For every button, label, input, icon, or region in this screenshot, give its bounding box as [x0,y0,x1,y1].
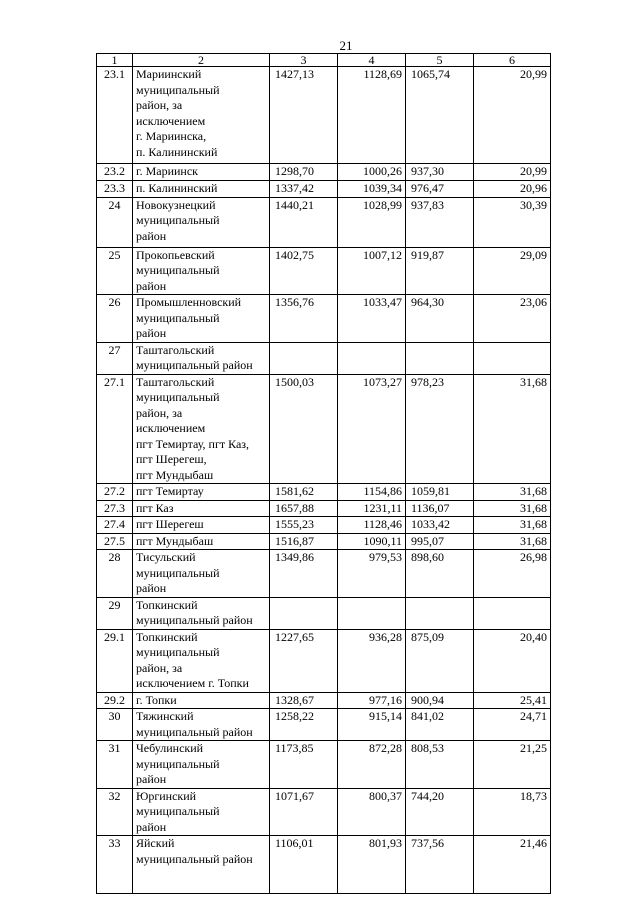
row-value-col-3-text: 1427,13 [275,67,314,81]
table-header-row [97,54,551,67]
row-value-col-5-text: 964,30 [411,295,444,309]
row-territory-name-text: п. Калининский [136,181,218,195]
row-value-col-3 [270,500,338,517]
row-value-col-3-text: 1173,85 [275,741,314,755]
row-number-text: 23.1 [104,67,125,81]
row-value-col-3-text: 1500,03 [275,374,314,389]
row-value-col-5-text: 808,53 [411,741,444,755]
row-value-col-3-text: 1328,67 [275,692,314,707]
row-value-col-6-text: 24,71 [520,709,547,723]
row-value-col-5 [406,533,474,550]
header-col-4: 4 [338,54,406,67]
row-territory-name [133,788,270,836]
row-value-col-5 [406,629,474,692]
row-value-col-3 [270,692,338,709]
table-row [97,517,551,534]
row-value-col-4 [338,692,406,709]
row-value-col-3-text: 1440,21 [275,197,314,212]
row-value-col-3 [270,533,338,550]
row-territory-name-text: пгт Шерегеш [136,517,204,531]
row-value-col-3 [270,374,338,484]
row-number [97,788,133,836]
row-value-col-3-text: 1227,65 [275,629,314,644]
row-value-col-5 [406,247,474,295]
row-value-col-4 [338,709,406,741]
row-value-col-4 [338,181,406,198]
row-value-col-4 [338,164,406,181]
row-value-col-4 [338,517,406,534]
row-territory-name-text: г. Мариинск [136,164,198,178]
row-number [97,692,133,709]
row-value-col-4-text: 872,28 [369,741,402,755]
row-value-col-5 [406,374,474,484]
header-col-1: 1 [97,54,133,67]
row-number [97,247,133,295]
row-value-col-5 [406,197,474,247]
row-value-col-6 [474,484,551,501]
row-value-col-4-text: 1128,46 [363,517,402,531]
row-number [97,597,133,629]
row-value-col-4-text: 936,28 [369,629,402,644]
row-value-col-3-text: 1258,22 [275,709,314,723]
row-value-col-5-text: 1065,74 [411,67,450,81]
row-value-col-6 [474,550,551,598]
row-value-col-6-text: 20,96 [520,181,547,195]
row-value-col-3 [270,67,338,164]
table-row [97,709,551,741]
table-row [97,741,551,789]
row-number-text: 23.3 [104,181,125,195]
row-territory-name [133,836,270,894]
row-value-col-3-text: 1516,87 [275,533,314,548]
row-number-text: 29.2 [104,692,125,707]
row-value-col-5-text: 737,56 [411,836,444,850]
row-value-col-5 [406,709,474,741]
row-value-col-4-text: 977,16 [369,692,402,707]
row-territory-name [133,500,270,517]
row-value-col-6 [474,692,551,709]
row-value-col-3 [270,197,338,247]
row-value-col-3-text: 1402,75 [275,247,314,262]
row-number [97,500,133,517]
row-territory-name-text: Тяжинский муниципальный район [136,709,253,739]
table-row [97,374,551,484]
row-territory-name-text: Топкинский муниципальный район, за исключением г. Топки [136,629,249,690]
page-number: 21 [339,38,353,53]
row-value-col-4 [338,550,406,598]
row-number [97,374,133,484]
row-value-col-4 [338,629,406,692]
row-value-col-5-text: 875,09 [411,629,444,644]
table-row [97,181,551,198]
table-row [97,550,551,598]
row-value-col-6-text: 30,39 [520,197,547,212]
row-value-col-6 [474,197,551,247]
row-value-col-4 [338,67,406,164]
row-value-col-5 [406,342,474,374]
table-row [97,500,551,517]
row-territory-name [133,533,270,550]
row-value-col-6 [474,181,551,198]
row-territory-name [133,295,270,343]
row-number [97,836,133,894]
row-value-col-3-text: 1657,88 [275,500,314,515]
row-value-col-3-text: 1581,62 [275,484,314,498]
row-value-col-4-text: 1231,11 [363,500,402,515]
row-number-text: 31 [108,741,121,755]
row-value-col-5 [406,181,474,198]
row-number-text: 33 [108,836,121,850]
row-number [97,484,133,501]
row-number-text: 24 [108,197,121,212]
row-value-col-5-text: 978,23 [411,374,444,389]
row-number [97,197,133,247]
row-value-col-6-text: 21,46 [520,836,547,850]
row-value-col-4 [338,295,406,343]
row-territory-name [133,374,270,484]
row-value-col-6 [474,517,551,534]
row-value-col-5 [406,692,474,709]
row-territory-name-text: Промышленновский муниципальный район [136,295,242,340]
row-value-col-5 [406,164,474,181]
row-territory-name-text: пгт Каз [136,500,174,515]
row-value-col-3-text: 1106,01 [275,836,314,850]
table-body [97,54,551,894]
row-value-col-6-text: 20,99 [520,164,547,178]
row-territory-name-text: Тисульский муниципальный район [136,550,220,595]
header-col-6: 6 [474,54,551,67]
row-value-col-3 [270,629,338,692]
row-territory-name [133,67,270,164]
row-value-col-6 [474,342,551,374]
row-number-text: 26 [108,295,121,309]
row-number-text: 29.1 [104,629,125,644]
row-territory-name [133,181,270,198]
row-territory-name-text: пгт Мундыбаш [136,533,214,548]
row-value-col-5-text: 976,47 [411,181,444,195]
row-territory-name [133,597,270,629]
row-value-col-6-text: 31,68 [520,484,547,498]
row-number-text: 25 [108,247,121,262]
row-value-col-4-text: 1039,34 [363,181,402,195]
row-value-col-6 [474,533,551,550]
row-value-col-6-text: 21,25 [520,741,547,755]
row-value-col-4 [338,500,406,517]
row-number [97,295,133,343]
row-value-col-3-text: 1349,86 [275,550,314,564]
row-number-text: 32 [108,788,121,803]
row-value-col-5-text: 1033,42 [411,517,450,531]
row-value-col-6-text: 23,06 [520,295,547,309]
row-value-col-6 [474,164,551,181]
row-number [97,741,133,789]
row-territory-name-text: Таштагольский муниципальный район [136,342,253,372]
row-number-text: 27.5 [104,533,125,548]
row-number-text: 28 [108,550,121,564]
table-row [97,295,551,343]
row-number-text: 27.3 [104,500,125,515]
table-row [97,533,551,550]
row-value-col-5-text: 937,30 [411,164,444,178]
row-number [97,342,133,374]
row-value-col-5-text: 900,94 [411,692,444,707]
row-value-col-5 [406,484,474,501]
row-territory-name [133,550,270,598]
row-value-col-4 [338,247,406,295]
tariff-table [96,53,551,894]
row-value-col-4 [338,342,406,374]
row-value-col-4-text: 1073,27 [363,374,402,389]
row-value-col-3 [270,517,338,534]
row-value-col-3 [270,709,338,741]
row-value-col-6-text: 18,73 [520,788,547,803]
row-territory-name [133,484,270,501]
row-value-col-4-text: 1007,12 [363,247,402,262]
row-value-col-3 [270,247,338,295]
row-value-col-6-text: 31,68 [520,374,547,389]
row-value-col-6-text: 29,09 [520,247,547,262]
row-value-col-6 [474,709,551,741]
row-value-col-4-text: 800,37 [369,788,402,803]
row-territory-name-text: Новокузнецкий муниципальный район [136,197,220,243]
row-number [97,550,133,598]
table-row [97,629,551,692]
row-value-col-6 [474,374,551,484]
row-value-col-3 [270,597,338,629]
row-value-col-5 [406,836,474,894]
row-value-col-3 [270,788,338,836]
row-value-col-5 [406,500,474,517]
row-number-text: 27.2 [104,484,125,498]
table-row [97,597,551,629]
row-value-col-3 [270,836,338,894]
header-col-2: 2 [133,54,270,67]
header-col-3: 3 [270,54,338,67]
row-value-col-3 [270,295,338,343]
row-value-col-5-text: 919,87 [411,247,444,262]
row-value-col-6-text: 26,98 [520,550,547,564]
row-value-col-3-text: 1071,67 [275,788,314,803]
table-row [97,692,551,709]
row-value-col-5-text: 1059,81 [411,484,450,498]
row-value-col-6-text: 31,68 [520,517,547,531]
row-value-col-4-text: 1154,86 [363,484,402,498]
row-value-col-5 [406,597,474,629]
row-value-col-5-text: 744,20 [411,788,444,803]
row-value-col-5 [406,788,474,836]
row-number [97,709,133,741]
row-number-text: 29 [108,597,121,612]
row-territory-name [133,741,270,789]
row-territory-name-text: пгт Темиртау [136,484,204,498]
row-value-col-4-text: 1000,26 [363,164,402,178]
row-value-col-3 [270,484,338,501]
row-number [97,181,133,198]
row-value-col-3 [270,164,338,181]
row-value-col-5-text: 995,07 [411,533,444,548]
row-number [97,629,133,692]
row-number-text: 27.1 [104,374,125,389]
row-value-col-4-text: 1090,11 [363,533,402,548]
row-value-col-5 [406,67,474,164]
row-value-col-5-text: 937,83 [411,197,444,212]
row-value-col-3-text: 1337,42 [275,181,314,195]
row-value-col-4-text: 1128,69 [363,67,402,81]
table-row [97,197,551,247]
row-value-col-5 [406,550,474,598]
row-territory-name [133,709,270,741]
row-value-col-4-text: 801,93 [369,836,402,850]
row-number [97,533,133,550]
row-value-col-5 [406,295,474,343]
row-value-col-6 [474,500,551,517]
row-territory-name-text: Таштагольский муниципальный район, за исключением пгт Темиртау, пгт Каз, пгт Шерегеш, пгт Мундыбаш [136,374,250,482]
row-number-text: 30 [108,709,121,723]
row-number-text: 23.2 [104,164,125,178]
row-value-col-5-text: 841,02 [411,709,444,723]
table-row [97,836,551,894]
row-value-col-4 [338,374,406,484]
row-value-col-4 [338,484,406,501]
row-value-col-6 [474,629,551,692]
row-territory-name-text: Мариинский муниципальный район, за исключением г. Мариинска, п. Калининский [136,67,220,159]
row-value-col-6-text: 25,41 [520,692,547,707]
row-value-col-4-text: 1028,99 [363,197,402,212]
table-row [97,342,551,374]
row-value-col-4 [338,533,406,550]
row-territory-name-text: Топкинский муниципальный район [136,597,253,627]
row-number [97,67,133,164]
row-value-col-4 [338,741,406,789]
table-row [97,247,551,295]
row-territory-name [133,247,270,295]
row-value-col-6 [474,788,551,836]
row-territory-name [133,517,270,534]
row-value-col-5-text: 1136,07 [411,500,450,515]
row-value-col-6 [474,295,551,343]
row-value-col-3-text: 1356,76 [275,295,314,309]
row-value-col-4 [338,197,406,247]
row-value-col-6 [474,836,551,894]
row-territory-name-text: Чебулинский муниципальный район [136,741,220,786]
row-value-col-6-text: 20,99 [520,67,547,81]
row-territory-name [133,342,270,374]
row-value-col-4-text: 1033,47 [363,295,402,309]
row-territory-name [133,197,270,247]
row-number [97,517,133,534]
row-territory-name-text: Яйский муниципальный район [136,836,253,866]
table-row [97,788,551,836]
row-value-col-5 [406,517,474,534]
row-value-col-5-text: 898,60 [411,550,444,564]
row-territory-name [133,629,270,692]
row-number-text: 27.4 [104,517,125,531]
row-territory-name-text: г. Топки [136,692,177,707]
row-value-col-4 [338,788,406,836]
row-territory-name-text: Прокопьевский муниципальный район [136,247,220,293]
table-row [97,484,551,501]
row-value-col-3 [270,550,338,598]
row-value-col-6 [474,247,551,295]
row-value-col-6 [474,67,551,164]
row-value-col-4 [338,836,406,894]
row-value-col-3-text: 1298,70 [275,164,314,178]
row-value-col-6 [474,741,551,789]
header-col-5: 5 [406,54,474,67]
row-number-text: 27 [108,342,121,357]
row-value-col-5 [406,741,474,789]
row-value-col-6-text: 20,40 [520,629,547,644]
row-value-col-6 [474,597,551,629]
row-value-col-4-text: 915,14 [369,709,402,723]
row-value-col-3 [270,181,338,198]
row-value-col-3 [270,741,338,789]
row-value-col-6-text: 31,68 [520,533,547,548]
row-value-col-3-text: 1555,23 [275,517,314,531]
row-value-col-4 [338,597,406,629]
row-territory-name-text: Юргинский муниципальный район [136,788,220,834]
row-number [97,164,133,181]
row-territory-name [133,692,270,709]
table-row [97,67,551,164]
row-territory-name [133,164,270,181]
table-row [97,164,551,181]
row-value-col-6-text: 31,68 [520,500,547,515]
row-value-col-3 [270,342,338,374]
row-value-col-4-text: 979,53 [369,550,402,564]
